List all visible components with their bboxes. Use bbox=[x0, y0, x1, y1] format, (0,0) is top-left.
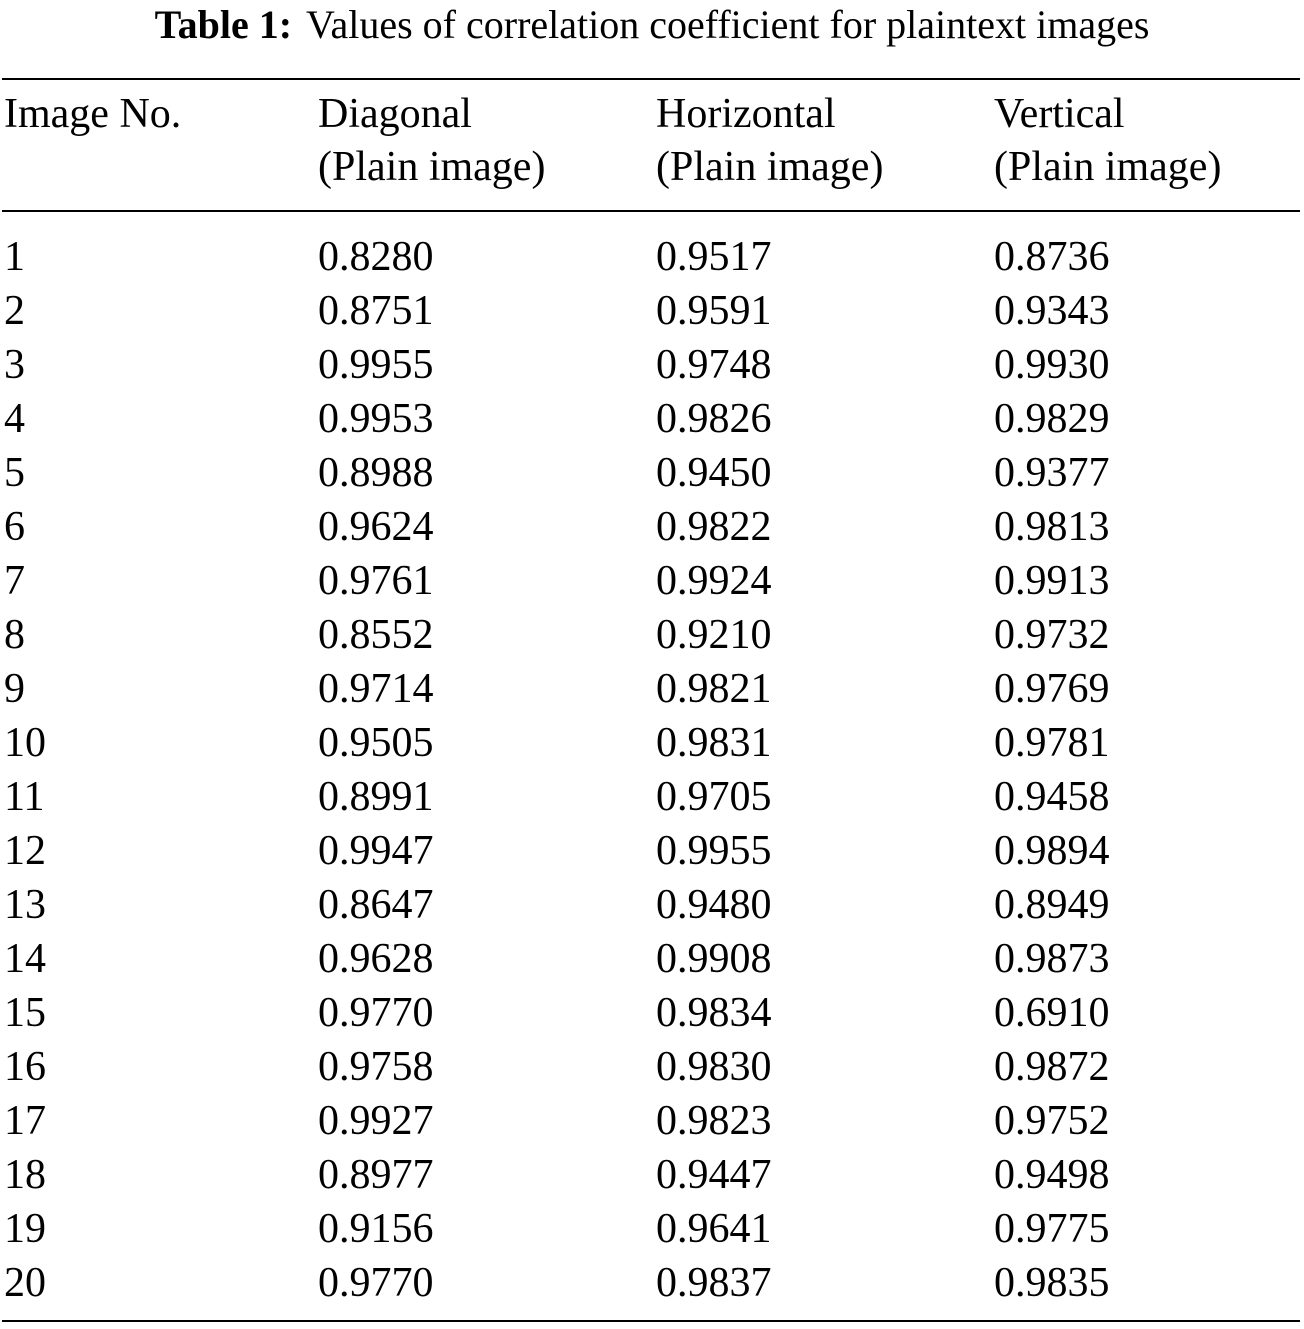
cell-diagonal: 0.9955 bbox=[318, 342, 434, 388]
cell-horizontal: 0.9447 bbox=[656, 1152, 772, 1198]
cell-diagonal: 0.8977 bbox=[318, 1152, 434, 1198]
cell-diagonal: 0.9714 bbox=[318, 666, 434, 712]
table-row bbox=[0, 716, 1304, 770]
table-row bbox=[0, 770, 1304, 824]
cell-diagonal: 0.8991 bbox=[318, 774, 434, 820]
cell-diagonal: 0.9624 bbox=[318, 504, 434, 550]
caption-label: Table 1: bbox=[154, 2, 293, 47]
cell-vertical: 0.8736 bbox=[994, 234, 1110, 280]
cell-horizontal: 0.9480 bbox=[656, 882, 772, 928]
cell-diagonal: 0.8751 bbox=[318, 288, 434, 334]
table-caption bbox=[0, 0, 1304, 54]
cell-vertical: 0.6910 bbox=[994, 990, 1110, 1036]
cell-diagonal: 0.9156 bbox=[318, 1206, 434, 1252]
cell-diagonal: 0.9927 bbox=[318, 1098, 434, 1144]
cell-horizontal: 0.9955 bbox=[656, 828, 772, 874]
table-row bbox=[0, 392, 1304, 446]
cell-horizontal: 0.9822 bbox=[656, 504, 772, 550]
cell-image-no: 16 bbox=[4, 1044, 46, 1090]
cell-diagonal: 0.8280 bbox=[318, 234, 434, 280]
bottom-rule bbox=[2, 1320, 1300, 1322]
cell-vertical: 0.9872 bbox=[994, 1044, 1110, 1090]
cell-diagonal: 0.8552 bbox=[318, 612, 434, 658]
cell-image-no: 9 bbox=[4, 666, 25, 712]
cell-horizontal: 0.9591 bbox=[656, 288, 772, 334]
table-header bbox=[0, 88, 1304, 198]
cell-horizontal: 0.9748 bbox=[656, 342, 772, 388]
cell-vertical: 0.9835 bbox=[994, 1260, 1110, 1306]
header-image-no bbox=[4, 88, 181, 141]
table-row bbox=[0, 878, 1304, 932]
table-row bbox=[0, 1256, 1304, 1310]
table-row bbox=[0, 1040, 1304, 1094]
table-row bbox=[0, 446, 1304, 500]
cell-diagonal: 0.9947 bbox=[318, 828, 434, 874]
cell-vertical: 0.9873 bbox=[994, 936, 1110, 982]
cell-diagonal: 0.9761 bbox=[318, 558, 434, 604]
header-vertical bbox=[994, 88, 1221, 194]
cell-image-no: 1 bbox=[4, 234, 25, 280]
cell-vertical: 0.9813 bbox=[994, 504, 1110, 550]
cell-image-no: 8 bbox=[4, 612, 25, 658]
cell-image-no: 18 bbox=[4, 1152, 46, 1198]
cell-image-no: 17 bbox=[4, 1098, 46, 1144]
header-horizontal-line1: Horizontal bbox=[656, 91, 836, 137]
table-row bbox=[0, 824, 1304, 878]
cell-image-no: 13 bbox=[4, 882, 46, 928]
table-row bbox=[0, 338, 1304, 392]
cell-image-no: 6 bbox=[4, 504, 25, 550]
cell-horizontal: 0.9641 bbox=[656, 1206, 772, 1252]
cell-vertical: 0.9829 bbox=[994, 396, 1110, 442]
cell-diagonal: 0.9770 bbox=[318, 990, 434, 1036]
table-row bbox=[0, 554, 1304, 608]
cell-image-no: 11 bbox=[4, 774, 45, 820]
header-vertical-line2: (Plain image) bbox=[994, 144, 1222, 190]
cell-horizontal: 0.9924 bbox=[656, 558, 772, 604]
header-diagonal-line2: (Plain image) bbox=[318, 144, 546, 190]
header-vertical-line1: Vertical bbox=[994, 91, 1125, 137]
cell-diagonal: 0.8647 bbox=[318, 882, 434, 928]
header-horizontal-line2: (Plain image) bbox=[656, 144, 884, 190]
header-rule bbox=[2, 210, 1300, 212]
table-row bbox=[0, 1148, 1304, 1202]
cell-vertical: 0.9458 bbox=[994, 774, 1110, 820]
cell-vertical: 0.9377 bbox=[994, 450, 1110, 496]
cell-image-no: 3 bbox=[4, 342, 25, 388]
cell-vertical: 0.9930 bbox=[994, 342, 1110, 388]
cell-vertical: 0.9781 bbox=[994, 720, 1110, 766]
cell-horizontal: 0.9908 bbox=[656, 936, 772, 982]
cell-image-no: 19 bbox=[4, 1206, 46, 1252]
cell-image-no: 12 bbox=[4, 828, 46, 874]
cell-vertical: 0.9732 bbox=[994, 612, 1110, 658]
header-image-no-line1: Image No. bbox=[4, 91, 182, 137]
cell-diagonal: 0.9953 bbox=[318, 396, 434, 442]
table-row bbox=[0, 986, 1304, 1040]
cell-vertical: 0.8949 bbox=[994, 882, 1110, 928]
cell-horizontal: 0.9517 bbox=[656, 234, 772, 280]
cell-vertical: 0.9752 bbox=[994, 1098, 1110, 1144]
cell-horizontal: 0.9830 bbox=[656, 1044, 772, 1090]
cell-image-no: 10 bbox=[4, 720, 46, 766]
table-row bbox=[0, 662, 1304, 716]
table-row bbox=[0, 608, 1304, 662]
cell-horizontal: 0.9826 bbox=[656, 396, 772, 442]
cell-image-no: 2 bbox=[4, 288, 25, 334]
table-row bbox=[0, 932, 1304, 986]
cell-horizontal: 0.9821 bbox=[656, 666, 772, 712]
cell-horizontal: 0.9834 bbox=[656, 990, 772, 1036]
table-body bbox=[0, 230, 1304, 1310]
caption-text: Values of correlation coefficient for plaintext images bbox=[306, 2, 1150, 47]
cell-image-no: 20 bbox=[4, 1260, 46, 1306]
cell-vertical: 0.9769 bbox=[994, 666, 1110, 712]
cell-horizontal: 0.9837 bbox=[656, 1260, 772, 1306]
cell-image-no: 15 bbox=[4, 990, 46, 1036]
cell-diagonal: 0.9628 bbox=[318, 936, 434, 982]
cell-diagonal: 0.9505 bbox=[318, 720, 434, 766]
cell-horizontal: 0.9705 bbox=[656, 774, 772, 820]
cell-diagonal: 0.8988 bbox=[318, 450, 434, 496]
table-row bbox=[0, 500, 1304, 554]
cell-horizontal: 0.9831 bbox=[656, 720, 772, 766]
top-rule bbox=[2, 78, 1300, 80]
cell-vertical: 0.9913 bbox=[994, 558, 1110, 604]
cell-vertical: 0.9498 bbox=[994, 1152, 1110, 1198]
table-row bbox=[0, 1202, 1304, 1256]
header-diagonal bbox=[318, 88, 545, 194]
header-horizontal bbox=[656, 88, 883, 194]
table-row bbox=[0, 1094, 1304, 1148]
cell-horizontal: 0.9823 bbox=[656, 1098, 772, 1144]
cell-vertical: 0.9894 bbox=[994, 828, 1110, 874]
cell-diagonal: 0.9758 bbox=[318, 1044, 434, 1090]
cell-image-no: 14 bbox=[4, 936, 46, 982]
table-row bbox=[0, 284, 1304, 338]
cell-diagonal: 0.9770 bbox=[318, 1260, 434, 1306]
cell-horizontal: 0.9210 bbox=[656, 612, 772, 658]
table-row bbox=[0, 230, 1304, 284]
header-diagonal-line1: Diagonal bbox=[318, 91, 472, 137]
cell-image-no: 5 bbox=[4, 450, 25, 496]
cell-horizontal: 0.9450 bbox=[656, 450, 772, 496]
cell-image-no: 7 bbox=[4, 558, 25, 604]
cell-image-no: 4 bbox=[4, 396, 25, 442]
cell-vertical: 0.9343 bbox=[994, 288, 1110, 334]
cell-vertical: 0.9775 bbox=[994, 1206, 1110, 1252]
